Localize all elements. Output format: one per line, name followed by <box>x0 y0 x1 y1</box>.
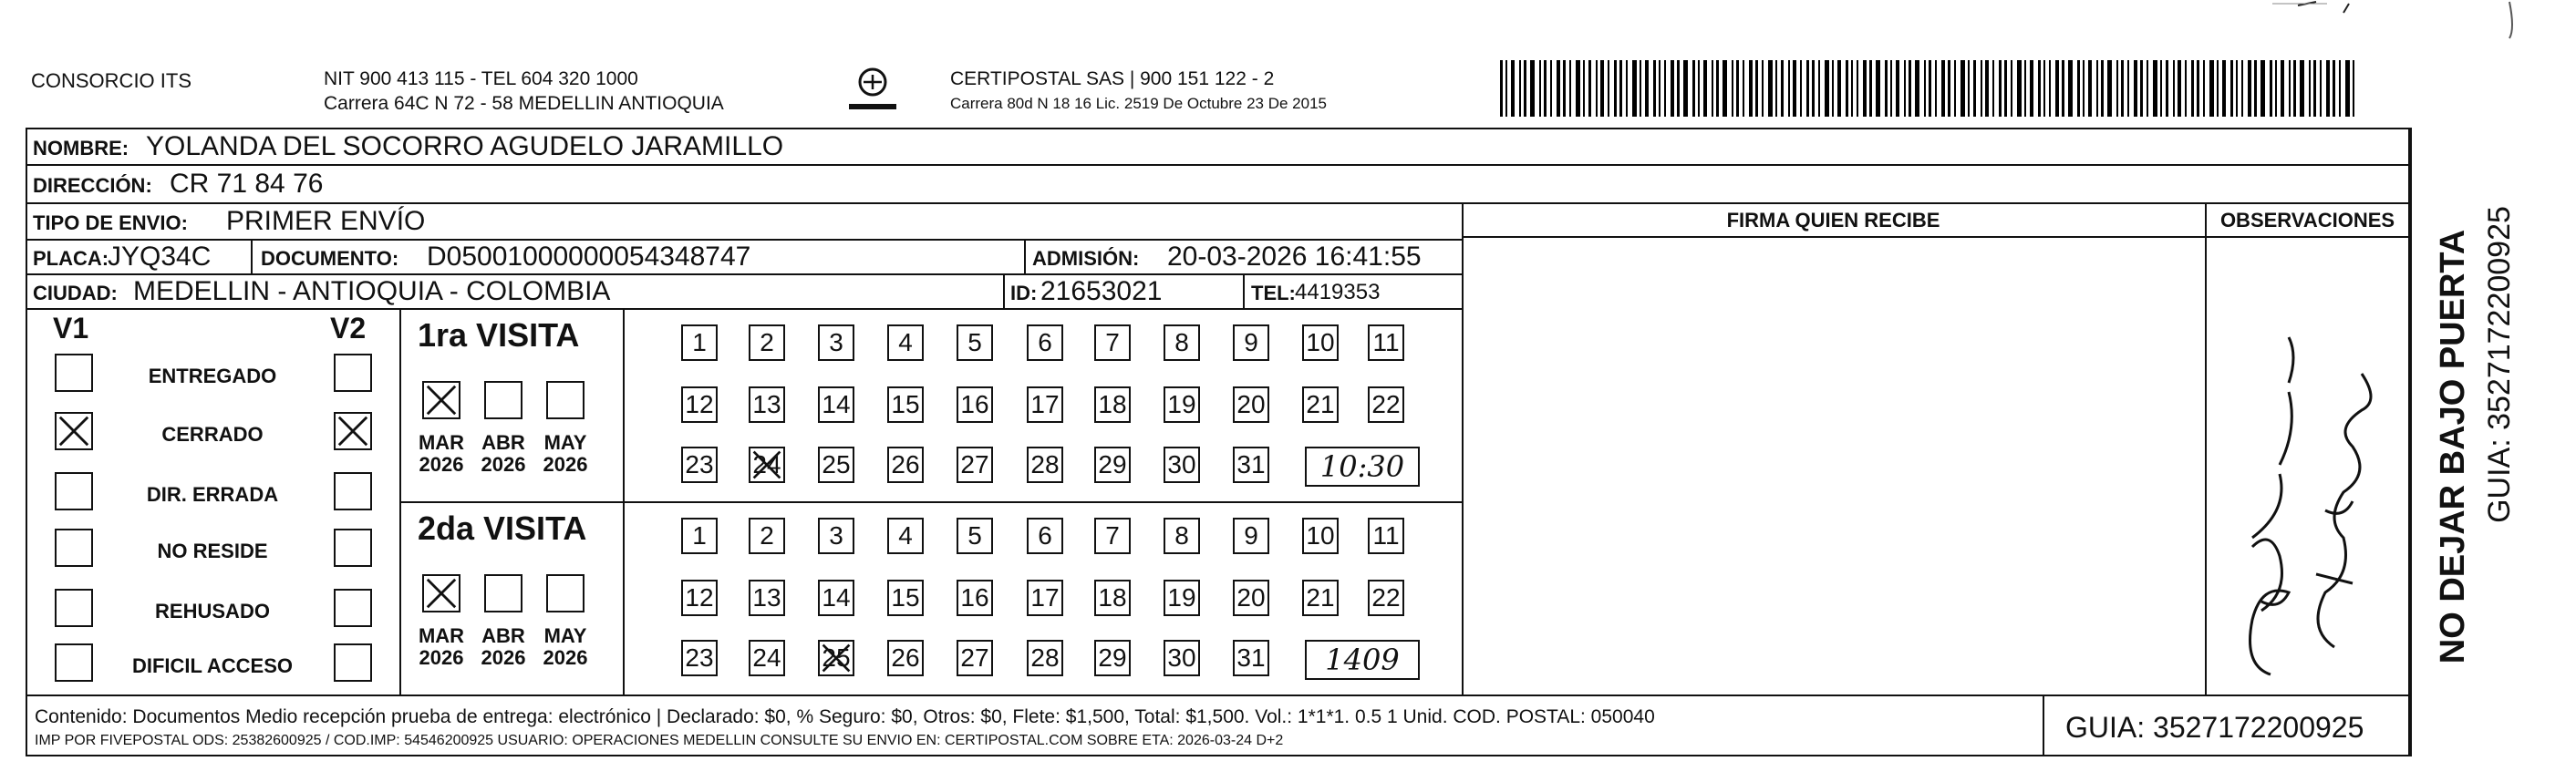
day-box[interactable] <box>749 324 785 361</box>
day-box[interactable] <box>957 518 993 554</box>
day-box[interactable] <box>1164 386 1200 423</box>
day-box[interactable] <box>1233 580 1269 616</box>
day-number: 26 <box>891 643 920 672</box>
day-box[interactable] <box>1094 386 1131 423</box>
day-box[interactable] <box>1302 518 1339 554</box>
v2-checkbox[interactable] <box>334 589 372 627</box>
day-box[interactable] <box>1302 580 1339 616</box>
day-number: 16 <box>960 390 989 418</box>
v2-checkbox[interactable] <box>334 412 372 450</box>
day-box[interactable] <box>818 386 854 423</box>
day-box[interactable] <box>1027 386 1063 423</box>
day-box[interactable] <box>887 324 924 361</box>
company-address: Carrera 64C N 72 - 58 MEDELLIN ANTIOQUIA <box>324 93 724 114</box>
day-number: 3 <box>829 328 843 356</box>
day-number: 8 <box>1174 521 1189 550</box>
day-box[interactable] <box>1164 447 1200 483</box>
day-number: 9 <box>1244 328 1258 356</box>
v2-checkbox[interactable] <box>334 354 372 392</box>
day-number: 19 <box>1167 390 1196 418</box>
day-number: 18 <box>1098 583 1127 612</box>
day-box[interactable] <box>1368 386 1404 423</box>
v1-checkbox[interactable] <box>55 589 93 627</box>
day-box[interactable] <box>887 447 924 483</box>
footer-guia: GUIA: 3527172200925 <box>2065 711 2364 744</box>
day-number: 1 <box>692 328 707 356</box>
day-box[interactable] <box>1164 324 1200 361</box>
day-box[interactable] <box>887 640 924 676</box>
day-number: 30 <box>1167 643 1196 672</box>
day-number: 6 <box>1038 328 1052 356</box>
day-number: 25 <box>822 450 851 478</box>
day-box[interactable] <box>681 386 718 423</box>
day-box[interactable] <box>1164 580 1200 616</box>
nombre-value: YOLANDA DEL SOCORRO AGUDELO JARAMILLO <box>146 131 784 161</box>
certipostal-info: CERTIPOSTAL SAS | 900 151 122 - 2 <box>950 68 1275 89</box>
day-number: 3 <box>829 521 843 550</box>
placa-label: PLACA: <box>33 247 109 270</box>
day-box[interactable] <box>749 640 785 676</box>
day-box[interactable] <box>749 518 785 554</box>
day-box[interactable] <box>957 640 993 676</box>
barcode <box>1500 60 2371 117</box>
month-checkbox[interactable] <box>546 574 585 612</box>
day-box[interactable] <box>1094 580 1131 616</box>
day-number: 13 <box>752 583 781 612</box>
v1-checkbox[interactable] <box>55 529 93 567</box>
day-number: 8 <box>1174 328 1189 356</box>
day-number: 22 <box>1371 583 1401 612</box>
day-number: 22 <box>1371 390 1401 418</box>
day-number: 17 <box>1030 390 1060 418</box>
day-box[interactable] <box>1094 324 1131 361</box>
day-number: 26 <box>891 450 920 478</box>
tipo-envio-label: TIPO DE ENVIO: <box>33 211 188 234</box>
month-label: MAR 2026 <box>418 624 465 670</box>
admision-label: ADMISIÓN: <box>1032 247 1140 270</box>
day-number: 29 <box>1098 643 1127 672</box>
day-number: 12 <box>685 390 714 418</box>
day-box[interactable] <box>1094 447 1131 483</box>
direccion-value: CR 71 84 76 <box>170 169 324 199</box>
status-option-label: REHUSADO <box>155 600 270 623</box>
v1-checkbox[interactable] <box>55 412 93 450</box>
tel-label: TEL: <box>1251 282 1296 304</box>
month-checkbox[interactable] <box>484 381 522 419</box>
month-label: ABR 2026 <box>481 431 526 477</box>
day-box[interactable] <box>749 580 785 616</box>
visit-title: 2da VISITA <box>418 509 587 547</box>
day-box[interactable] <box>887 580 924 616</box>
day-box[interactable] <box>818 640 854 676</box>
day-number: 6 <box>1038 521 1052 550</box>
admision-value: 20-03-2026 16:41:55 <box>1167 242 1422 272</box>
v2-checkbox[interactable] <box>334 529 372 567</box>
day-number: 19 <box>1167 583 1196 612</box>
day-number: 29 <box>1098 450 1127 478</box>
day-box[interactable] <box>957 447 993 483</box>
day-box[interactable] <box>1233 324 1269 361</box>
scan-marks <box>2271 0 2576 55</box>
month-checkbox[interactable] <box>546 381 585 419</box>
v2-checkbox[interactable] <box>334 643 372 682</box>
day-box[interactable] <box>749 447 785 483</box>
tel-value: 4419353 <box>1295 280 1381 304</box>
day-box[interactable] <box>681 518 718 554</box>
month-label: MAR 2026 <box>418 431 465 477</box>
status-option-label: ENTREGADO <box>148 365 277 387</box>
month-checkbox[interactable] <box>422 574 460 612</box>
day-number: 28 <box>1030 643 1060 672</box>
day-number: 24 <box>752 643 781 672</box>
day-box[interactable] <box>681 580 718 616</box>
id-label: ID: <box>1010 282 1038 304</box>
company-name: CONSORCIO ITS <box>31 69 192 92</box>
day-box[interactable] <box>1027 518 1063 554</box>
day-box[interactable] <box>1368 518 1404 554</box>
day-number: 14 <box>822 583 851 612</box>
day-box[interactable] <box>1233 518 1269 554</box>
day-number: 4 <box>898 521 913 550</box>
day-box[interactable] <box>1027 324 1063 361</box>
month-checkbox[interactable] <box>484 574 522 612</box>
day-box[interactable] <box>681 324 718 361</box>
day-box[interactable] <box>957 324 993 361</box>
day-number: 10 <box>1306 328 1335 356</box>
no-dejar-bajo-puerta: NO DEJAR BAJO PUERTA <box>2434 229 2472 664</box>
status-option-label: CERRADO <box>161 423 264 446</box>
v1-checkbox[interactable] <box>55 643 93 682</box>
day-box[interactable] <box>887 518 924 554</box>
documento-value: D05001000000054348747 <box>427 242 751 272</box>
day-number: 27 <box>960 643 989 672</box>
day-number: 5 <box>967 521 982 550</box>
day-box[interactable] <box>1233 640 1269 676</box>
nombre-label: NOMBRE: <box>33 137 129 159</box>
day-number: 21 <box>1306 583 1335 612</box>
day-number: 15 <box>891 583 920 612</box>
day-box[interactable] <box>749 386 785 423</box>
day-box[interactable] <box>1027 580 1063 616</box>
day-box[interactable] <box>1094 640 1131 676</box>
day-number: 20 <box>1236 390 1266 418</box>
day-number: 4 <box>898 328 913 356</box>
day-number: 11 <box>1372 521 1400 550</box>
day-box[interactable] <box>957 580 993 616</box>
visit-title: 1ra VISITA <box>418 316 580 354</box>
day-number: 17 <box>1030 583 1060 612</box>
x-mark <box>424 576 459 611</box>
direccion-label: DIRECCIÓN: <box>33 174 152 197</box>
day-number: 2 <box>760 521 774 550</box>
handwritten-time-box: 10:30 <box>1305 447 1420 487</box>
v1-label: V1 <box>53 312 89 345</box>
day-box[interactable] <box>818 580 854 616</box>
day-number: 30 <box>1167 450 1196 478</box>
day-box[interactable] <box>1164 640 1200 676</box>
day-number: 15 <box>891 390 920 418</box>
day-number: 28 <box>1030 450 1060 478</box>
v2-checkbox[interactable] <box>334 472 372 510</box>
day-box[interactable] <box>1368 580 1404 616</box>
day-number: 24 <box>752 450 781 478</box>
day-number: 21 <box>1306 390 1335 418</box>
day-number: 10 <box>1306 521 1335 550</box>
day-box[interactable] <box>818 447 854 483</box>
day-number: 12 <box>685 583 714 612</box>
x-mark <box>820 642 853 674</box>
v2-label: V2 <box>330 312 367 345</box>
tipo-envio-value: PRIMER ENVÍO <box>226 206 426 236</box>
day-number: 31 <box>1236 450 1266 478</box>
day-box[interactable] <box>681 640 718 676</box>
day-number: 16 <box>960 583 989 612</box>
contenido-line: Contenido: Documentos Medio recepción prueba de entrega: electrónico | Declarado: $0, % Seguro: $0, Otros: $0, Flete: $1,500, Total: $1,500. Vol.: 1*1*1. 0.5 1 Unid. COD. POSTAL: 050040 <box>35 706 1655 727</box>
x-mark <box>424 383 459 417</box>
day-number: 18 <box>1098 390 1127 418</box>
ciudad-value: MEDELLIN - ANTIOQUIA - COLOMBIA <box>133 276 611 306</box>
month-checkbox[interactable] <box>422 381 460 419</box>
certipostal-license: Carrera 80d N 18 16 Lic. 2519 De Octubre 23 De 2015 <box>950 95 1327 112</box>
day-box[interactable] <box>818 324 854 361</box>
company-nit: NIT 900 413 115 - TEL 604 320 1000 <box>324 68 638 89</box>
documento-label: DOCUMENTO: <box>261 247 399 270</box>
day-number: 9 <box>1244 521 1258 550</box>
v1-checkbox[interactable] <box>55 472 93 510</box>
day-number: 13 <box>752 390 781 418</box>
imp-line: IMP POR FIVEPOSTAL ODS: 25382600925 / COD.IMP: 54546200925 USUARIO: OPERACIONES MEDELLIN CONSULTE SU ENVIO EN: CERTIPOSTAL.COM SOBRE ETA: 2026-03-24 D+2 <box>35 733 1284 748</box>
day-box[interactable] <box>818 518 854 554</box>
day-number: 7 <box>1105 328 1120 356</box>
status-option-label: DIFICIL ACCESO <box>131 654 293 677</box>
ciudad-label: CIUDAD: <box>33 282 118 304</box>
month-label: MAY 2026 <box>543 431 588 477</box>
handwritten-time-box: 1409 <box>1305 640 1420 680</box>
day-box[interactable] <box>957 386 993 423</box>
vertical-guia: GUIA: 3527172200925 <box>2482 206 2517 523</box>
placa-value: JYQ34C <box>108 242 212 272</box>
firma-label: FIRMA QUIEN RECIBE <box>1726 209 1940 232</box>
day-box[interactable] <box>1302 386 1339 423</box>
day-box[interactable] <box>1094 518 1131 554</box>
day-number: 23 <box>685 450 714 478</box>
observaciones-label: OBSERVACIONES <box>2219 209 2395 232</box>
day-box[interactable] <box>1368 324 1404 361</box>
v1-checkbox[interactable] <box>55 354 93 392</box>
day-box[interactable] <box>1233 447 1269 483</box>
day-number: 2 <box>760 328 774 356</box>
day-box[interactable] <box>1233 386 1269 423</box>
x-mark <box>57 414 91 448</box>
x-mark <box>750 448 783 481</box>
day-number: 7 <box>1105 521 1120 550</box>
month-label: ABR 2026 <box>481 624 526 670</box>
day-number: 20 <box>1236 583 1266 612</box>
x-mark <box>336 414 370 448</box>
day-number: 11 <box>1372 328 1400 356</box>
day-box[interactable] <box>1302 324 1339 361</box>
day-number: 1 <box>692 521 707 550</box>
day-box[interactable] <box>1027 447 1063 483</box>
day-number: 5 <box>967 328 982 356</box>
day-number: 14 <box>822 390 851 418</box>
day-box[interactable] <box>681 447 718 483</box>
day-box[interactable] <box>887 386 924 423</box>
day-box[interactable] <box>1027 640 1063 676</box>
day-number: 25 <box>822 643 851 672</box>
month-label: MAY 2026 <box>543 624 588 670</box>
observations-handwriting <box>2216 310 2398 693</box>
day-number: 23 <box>685 643 714 672</box>
day-box[interactable] <box>1164 518 1200 554</box>
day-number: 31 <box>1236 643 1266 672</box>
status-option-label: DIR. ERRADA <box>146 483 279 506</box>
certipostal-logo <box>843 64 902 117</box>
id-value: 21653021 <box>1040 276 1163 306</box>
status-option-label: NO RESIDE <box>157 540 268 562</box>
day-number: 27 <box>960 450 989 478</box>
